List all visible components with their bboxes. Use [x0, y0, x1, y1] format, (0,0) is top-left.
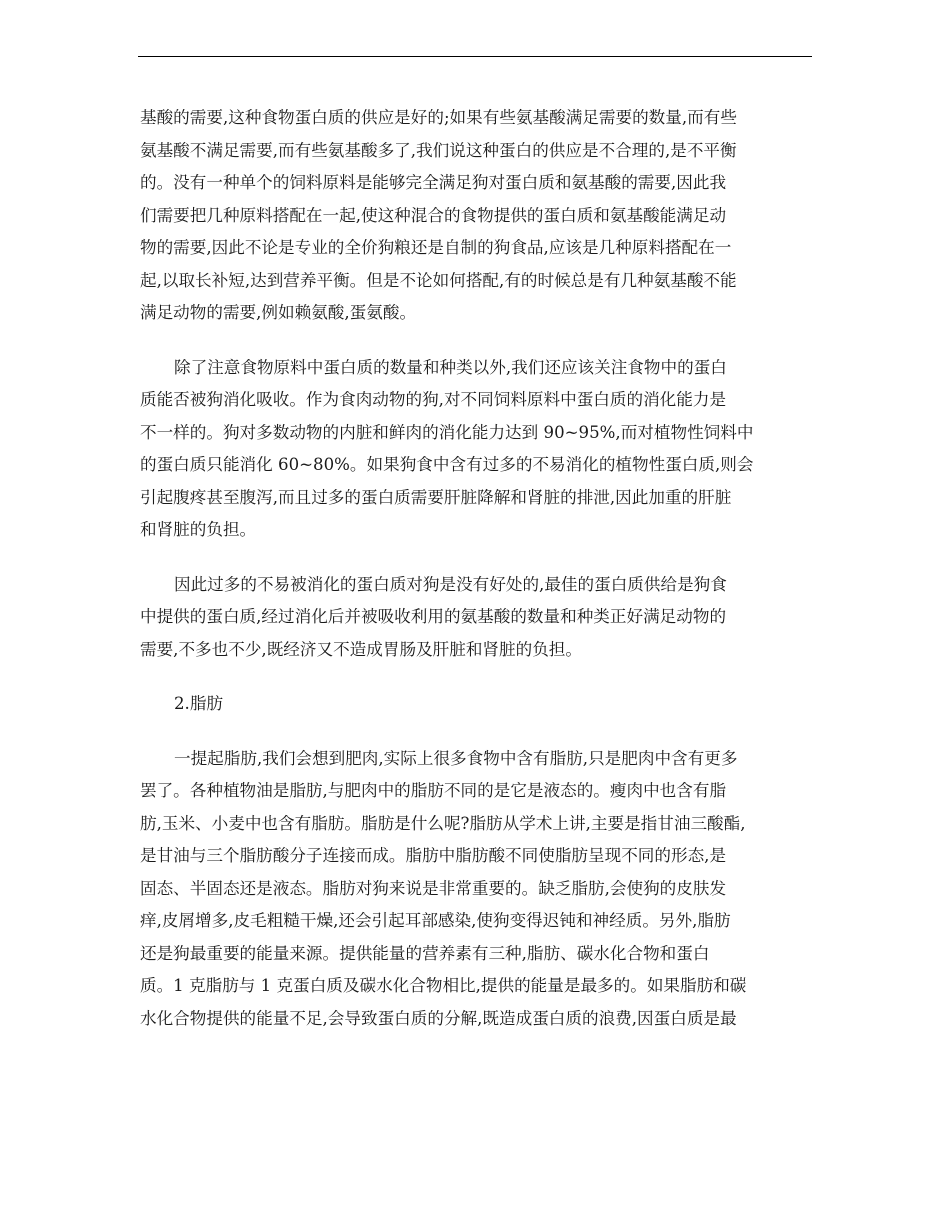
text-line: 满足动物的需要,例如赖氨酸,蛋氨酸。	[140, 303, 417, 322]
text-line: 中提供的蛋白质,经过消化后并被吸收利用的氨基酸的数量和种类正好满足动物的	[140, 607, 727, 626]
text-line: 除了注意食物原料中蛋白质的数量和种类以外,我们还应该关注食物中的蛋白	[174, 357, 727, 377]
text-line: 还是狗最重要的能量来源。提供能量的营养素有三种,脂肪、碳水化合物和蛋白	[140, 943, 710, 963]
text-line: 水化合物提供的能量不足,会导致蛋白质的分解,既造成蛋白质的浪费,因蛋白质是最	[140, 1008, 737, 1028]
paragraph-spacer	[140, 330, 812, 352]
text-line: 罢了。各种植物油是脂肪,与肥肉中的脂肪不同的是它是液态的。瘦肉中也含有脂	[140, 781, 727, 800]
text-line: 的蛋白质只能消化 60~80%。如果狗食中含有过多的不易消化的植物性蛋白质,则会	[140, 455, 754, 474]
paragraph-spacer	[140, 547, 812, 569]
text-line: 基酸的需要,这种食物蛋白质的供应是好的;如果有些氨基酸满足需要的数量,而有些	[140, 108, 737, 127]
paragraph-spacer	[140, 666, 812, 688]
text-line: 物的需要,因此不论是专业的全价狗粮还是自制的狗食品,应该是几种原料搭配在一	[140, 238, 732, 257]
paragraph-fat	[140, 743, 812, 1036]
text-line: 需要,不多也不少,既经济又不造成胃肠及肝脏和肾脏的负担。	[140, 639, 582, 659]
text-line: 一提起脂肪,我们会想到肥肉,实际上很多食物中含有脂肪,只是肥肉中含有更多	[174, 748, 738, 768]
document-body	[140, 102, 812, 1035]
text-line: 质能否被狗消化吸收。作为食肉动物的狗,对不同饲料原料中蛋白质的消化能力是	[140, 390, 727, 409]
text-line: 因此过多的不易被消化的蛋白质对狗是没有好处的,最佳的蛋白质供给是狗食	[174, 574, 727, 594]
text-line: 质。1 克脂肪与 1 克蛋白质及碳水化合物相比,提供的能量是最多的。如果脂肪和碳	[140, 976, 747, 995]
text-line: 肪,玉米、小麦中也含有脂肪。脂肪是什么呢?脂肪从学术上讲,主要是指甘油三酸酯,	[140, 813, 746, 833]
text-line: 不一样的。狗对多数动物的内脏和鲜肉的消化能力达到 90~95%,而对植物性饲料中	[140, 422, 754, 442]
paragraph-amino-acid-balance	[140, 102, 812, 330]
text-line: 痒,皮屑增多,皮毛粗糙干燥,还会引起耳部感染,使狗变得迟钝和神经质。另外,脂肪	[140, 911, 731, 930]
paragraph-spacer	[140, 721, 812, 743]
paragraph-protein-digestibility	[140, 352, 812, 547]
paragraph-optimal-protein	[140, 569, 812, 667]
header-rule	[138, 56, 812, 57]
text-line: 引起腹疼甚至腹泻,而且过多的蛋白质需要肝脏降解和肾脏的排泄,因此加重的肝脏	[140, 487, 732, 507]
text-line: 氨基酸不满足需要,而有些氨基酸多了,我们说这种蛋白的供应是不合理的,是不平衡	[140, 140, 737, 160]
text-line: 固态、半固态还是液态。脂肪对狗来说是非常重要的。缺乏脂肪,会使狗的皮肤发	[140, 878, 727, 898]
text-line: 的。没有一种单个的饲料原料是能够完全满足狗对蛋白质和氨基酸的需要,因此我	[140, 173, 727, 192]
section-heading: 2.脂肪	[174, 694, 224, 713]
text-line: 们需要把几种原料搭配在一起,使这种混合的食物提供的蛋白质和氨基酸能满足动	[140, 205, 727, 225]
text-line: 起,以取长补短,达到营养平衡。但是不论如何搭配,有的时候总是有几种氨基酸不能	[140, 270, 737, 290]
text-line: 是甘油与三个脂肪酸分子连接而成。脂肪中脂肪酸不同使脂肪呈现不同的形态,是	[140, 846, 727, 865]
text-line: 和肾脏的负担。	[140, 520, 257, 539]
